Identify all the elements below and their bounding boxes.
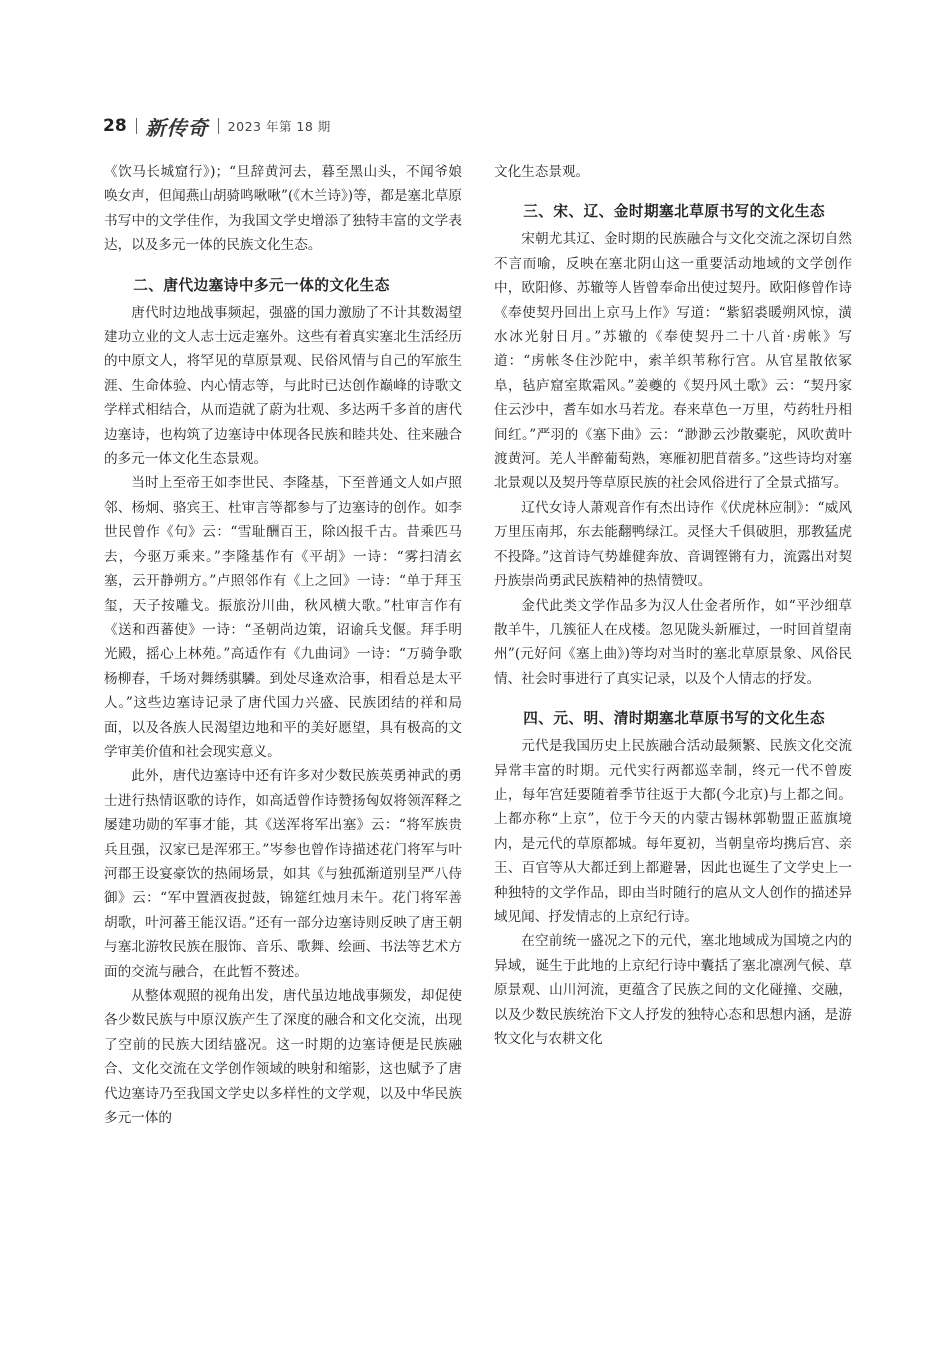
paragraph: 《饮马长城窟行》)；“旦辞黄河去，暮至黑山头，不闻爷娘唤女声，但闻燕山胡骑鸣啾啾”(《木兰诗》)等，都是塞北草原书写中的文学佳作，为我国文学史增添了独特丰富的文学表达，以及多元一体的民族文化生态。 — [104, 164, 462, 254]
header-divider — [136, 118, 137, 134]
section-heading: 三、宋、辽、金时期塞北草原书写的文化生态 — [523, 203, 826, 221]
right-column — [494, 160, 852, 1051]
paragraph: 宋朝尤其辽、金时期的民族融合与文化交流之深切自然不言而喻，反映在塞北阴山这一重要活动地域的文学创作中，欧阳修、苏辙等人皆曾奉命出使过契丹。欧阳修曾作诗《奉使契丹回出上京马上作》写道：“紫貂裘暖朔风惊，潢水冰光射日月。”苏辙的《奉使契丹二十八首·虏帐》写道：“虏帐冬住沙陀中，索羊织苇称行宫。从官星散依冢阜，毡庐窟室欺霜风。”姜夔的《契丹风土歌》云：“契丹家住云沙中，耆车如水马若龙。春来草色一万里，芍药牡丹相间红。”严羽的《塞下曲》云：“渺渺云沙散橐驼，风吹黄叶渡黄河。羌人半醉葡萄熟，寒雁初肥苜蓿多。”这些诗均对塞北景观以及契丹等草原民族的社会风俗进行了全景式描写。 — [494, 231, 852, 492]
paragraph: 从整体观照的视角出发，唐代虽边地战事频发，却促使各少数民族与中原汉族产生了深度的融合和文化交流，出现了空前的民族大团结盛况。这一时期的边塞诗便是民族融合、文化交流在文学创作领域的映射和缩影，这也赋予了唐代边塞诗乃至我国文学史以多样性的文学观，以及中华民族多元一体的 — [104, 988, 462, 1127]
paragraph: 金代此类文学作品多为汉人仕金者所作，如“平沙细草散羊牛，几簇征人在戍楼。忽见陇头新雁过，一时回首望南州”(元好问《塞上曲》)等均对当时的塞北草原景象、风俗民情、社会时事进行了真实记录，以及个人情志的抒发。 — [494, 597, 852, 687]
page-header — [103, 112, 331, 140]
page-number: 28 — [103, 116, 127, 136]
section-heading: 二、唐代边塞诗中多元一体的文化生态 — [133, 276, 390, 294]
paragraph: 辽代女诗人萧观音作有杰出诗作《伏虎林应制》：“威风万里压南邦，东去能翻鸭绿江。灵怪大千俱破胆，那教猛虎不投降。”这首诗气势雄健奔放、音调铿锵有力，流露出对契丹族崇尚勇武民族精神的热情赞叹。 — [494, 499, 852, 590]
issue-label: 2023 年第 18 期 — [227, 119, 331, 134]
paragraph: 当时上至帝王如李世民、李隆基，下至普通文人如卢照邻、杨炯、骆宾王、杜审言等都参与了边塞诗的创作。如李世民曾作《句》云：“雪耻酬百王，除凶报千古。昔乘匹马去，今驱万乘来。”李隆基作有《平胡》一诗：“雾扫清玄塞，云开静朔方。”卢照邻作有《上之回》一诗：“单于拜玉玺，天子按雕戈。振旅汾川曲，秋风横大歌。”杜审言作有《送和西蕃使》一诗：“圣朝尚边策，诏谕兵戈偃。拜手明光殿，摇心上林苑。”高适作有《九曲词》一诗：“万骑争歌杨柳春，千场对舞绣骐驎。到处尽逢欢洽事，相看总是太平人。”这些边塞诗记录了唐代国力兴盛、民族团结的祥和局面，以及各族人民渴望边地和平的美好愿望，具有极高的文学审美价值和社会现实意义。 — [104, 475, 462, 760]
paragraph: 唐代时边地战事频起，强盛的国力激励了不计其数渴望建功立业的文人志士远走塞外。这些有着真实塞北生活经历的中原文人，将罕见的草原景观、民俗风情与自己的军旅生涯、生命体验、内心情志等，与此时已达创作巅峰的诗歌文学样式相结合，从而造就了蔚为壮观、多达两千多首的唐代边塞诗，也构筑了边塞诗中体现各民族和睦共处、往来融合的多元一体文化生态景观。 — [104, 304, 462, 468]
magazine-logo: 新传奇 — [145, 115, 209, 140]
paragraph: 文化生态景观。 — [494, 164, 590, 180]
paragraph: 元代是我国历史上民族融合活动最频繁、民族文化交流异常丰富的时期。元代实行两都巡幸制，终元一代不曾废止，每年宫廷要随着季节往返于大都(今北京)与上都之间。上都亦称“上京”，位于今天的内蒙古锡林郭勒盟正蓝旗境内，是元代的草原都城。每年夏初，当朝皇帝均携后宫、亲王、百官等从大都迁到上都避暑，因此也诞生了文学史上一种独特的文学作品，即由当时随行的扈从文人创作的描述异域见闻、抒发情志的上京纪行诗。 — [494, 738, 852, 925]
paragraph: 此外，唐代边塞诗中还有许多对少数民族英勇神武的勇士进行热情讴歌的诗作，如高适曾作诗赞扬匈奴将领浑释之屡建功勋的军事才能，其《送浑将军出塞》云：“将军族贵兵且强，汉家已是浑邪王。”岑参也曾作诗描述花门将军与叶河郡王设宴豪饮的热闹场景，如其《与独孤渐道别呈严八侍御》云：“军中置酒夜挝鼓，锦筵红烛月未午。花门将军善胡歌，叶河蕃王能汉语。”还有一部分边塞诗则反映了唐王朝与塞北游牧民族在服饰、音乐、歌舞、绘画、书法等艺术方面的交流与融合，在此暂不赘述。 — [104, 768, 462, 980]
paragraph: 在空前统一盛况之下的元代，塞北地域成为国境之内的异域，诞生于此地的上京纪行诗中囊括了塞北凛冽气候、草原景观、山川河流，更蕴含了民族之间的文化碰撞、交融，以及少数民族统治下文人抒发的独特心态和思想内涵，是游牧文化与农耕文化 — [494, 933, 852, 1047]
header-divider — [218, 118, 219, 134]
left-column — [104, 160, 462, 1130]
section-heading: 四、元、明、清时期塞北草原书写的文化生态 — [523, 710, 826, 728]
